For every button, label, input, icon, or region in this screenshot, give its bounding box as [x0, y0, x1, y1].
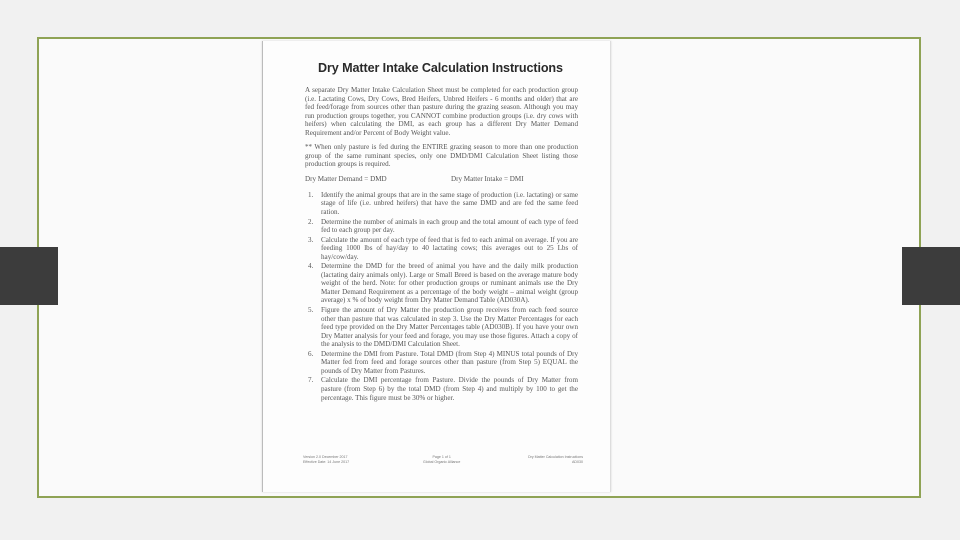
footer-version-line: Version 2.0 December 2017 [303, 455, 348, 459]
step-text: Calculate the amount of each type of feed that is fed to each animal on average. If you are feeding 1000 lbs of hay/day to 40 lactating cows; this averages out to 25 Lbs of hay/cow/day. [321, 235, 578, 261]
document-footer [303, 455, 583, 477]
footer-doc-name: Dry Matter Calculation Instructions [528, 455, 583, 459]
step-text: Determine the DMD for the breed of animal you have and the daily milk production (lactating dairy animals only). Large or Small Breed is based on the average mature body weight of the herd. Note: for other production groups or ruminant animals use the Dry Matter Demand Requirement as a percentage of the body weight – animal weight (group average) x % of body weight from Dry Matter Demand Table (AD030A). [321, 262, 578, 305]
step-number: 6. [308, 349, 314, 358]
step-text: Determine the DMI from Pasture. Total DMD (from Step 4) MINUS total pounds of Dry Matter fed from feed and forage sources other than pasture (from Step 5) EQUAL the pounds of Dry Matter from Pastures. [321, 349, 578, 375]
step-number: 3. [308, 235, 314, 244]
footer-page [423, 455, 460, 464]
footer-effective-line: Effective Date: 14 June 2017 [303, 459, 350, 464]
step-number: 7. [308, 376, 314, 385]
note-paragraph: ** When only pasture is fed during the ENTIRE grazing season to more than one production group of the same ruminant species, only one DMD/DMI Calculation Sheet listing those production groups is required. [305, 143, 578, 169]
slide-left-tab [0, 247, 58, 305]
document-body [305, 61, 578, 403]
document-page [262, 41, 611, 492]
list-item [305, 350, 578, 376]
footer-page-number: Page 1 of 1 [432, 455, 451, 459]
dmi-definition: Dry Matter Intake = DMI [451, 174, 524, 183]
list-item [305, 218, 578, 235]
footer-doc-code: AD030 [572, 459, 583, 464]
list-item [305, 306, 578, 349]
list-item [305, 262, 578, 305]
steps-list [305, 191, 578, 402]
footer-version [303, 455, 349, 464]
dmd-definition: Dry Matter Demand = DMD [305, 174, 387, 183]
step-text: Figure the amount of Dry Matter the production group receives from each feed source other than pasture that was calculated in step 3. Use the Dry Matter Percentages for each feed type provided on the Dry Matter Percentages table (AD030B). If you have your own Dry Matter analysis for your feed and forage, you may use those figures. Attach a copy of the analysis to the DMD/DMI Calculation Sheet. [321, 306, 578, 349]
step-number: 5. [308, 306, 314, 315]
slide-right-tab [902, 247, 960, 305]
document-title: Dry Matter Intake Calculation Instructions [318, 61, 563, 75]
list-item [305, 191, 578, 217]
footer-doc-id [528, 455, 583, 464]
step-text: Identify the animal groups that are in the same stage of production (i.e. lactating) or same stage of life (i.e. unbred heifers) that have the same DMD and are fed the same feed ration. [321, 190, 578, 217]
definitions-row [305, 175, 578, 183]
footer-organization: Global Organic Alliance [423, 459, 461, 464]
list-item [305, 376, 578, 402]
step-text: Determine the number of animals in each group and the total amount of each type of feed fed to each group per day. [321, 217, 578, 235]
intro-paragraph: A separate Dry Matter Intake Calculation Sheet must be completed for each production group (i.e. Lactating Cows, Dry Cows, Bred Heifers, Unbred Heifers - 6 months and older) that are fed feed/forage from sources other than pasture during the grazing season. Although you may run production groups together, you CANNOT combine production groups (i.e. dry cows with heifers) when calculating the DMI, as each group has a different Dry Matter Demand Requirement and/or Percent of Body Weight value. [305, 86, 578, 137]
step-text: Calculate the DMI percentage from Pasture. Divide the pounds of Dry Matter from pasture (from Step 6) by the total DMD (from Step 4) and multiply by 100 to get the percentage. This figure must be 30% or higher. [321, 376, 578, 402]
list-item [305, 236, 578, 262]
step-number: 4. [308, 262, 314, 271]
step-number: 1. [308, 190, 314, 199]
step-number: 2. [308, 217, 314, 226]
